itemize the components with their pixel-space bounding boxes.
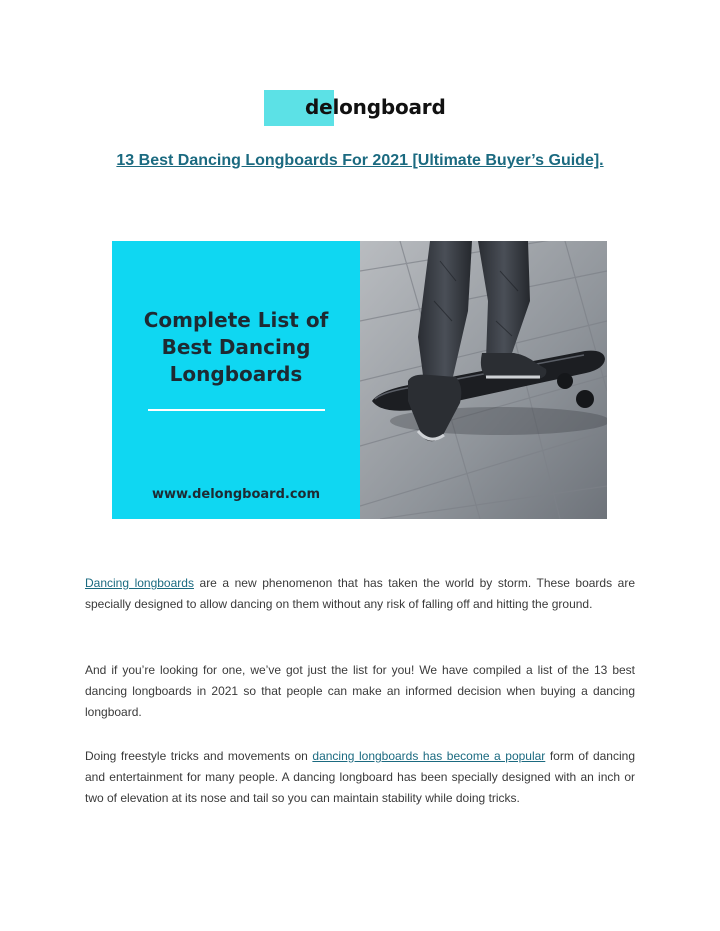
hero-divider (148, 409, 325, 411)
hero-heading-line-1: Complete List of (143, 308, 329, 332)
intro-paragraph (85, 573, 635, 615)
hero-heading (112, 307, 360, 388)
intro-paragraph-text: are a new phenomenon that has taken the world by storm. These boards are specially designed to allow dancing on them without any risk of falling off and hitting the ground. (85, 576, 635, 611)
hero-url: www.delongboard.com (151, 487, 321, 502)
logo-text: delongboard (305, 95, 446, 119)
freestyle-paragraph (85, 746, 635, 809)
hero-image (112, 241, 607, 519)
hero-heading-line-3: Longboards (169, 362, 303, 386)
freestyle-text-start: Doing freestyle tricks and movements on (85, 749, 313, 763)
brand-logo (264, 90, 464, 126)
freestyle-text-end: form of dancing and entertainment for many people. A dancing longboard has been specially designed with an inch or two of elevation at its nose and tail so you can maintain stability while doing tricks. (85, 749, 635, 805)
skateboarder-photo (360, 241, 607, 519)
hero-heading-line-2: Best Dancing (161, 335, 311, 359)
dancing-longboards-link[interactable]: Dancing longboards (85, 576, 194, 590)
page-title (0, 152, 720, 170)
list-paragraph: And if you’re looking for one, we’ve got just the list for you! We have compiled a list of the 13 best dancing longboards in 2021 so that people can make an informed decision when buying a dancing longboard. (85, 663, 635, 719)
popular-longboards-link[interactable]: dancing longboards has become a popular (312, 749, 546, 763)
hero-text-panel (112, 241, 360, 519)
title-link[interactable]: 13 Best Dancing Longboards For 2021 [Ultimate Buyer’s Guide]. (116, 152, 604, 169)
